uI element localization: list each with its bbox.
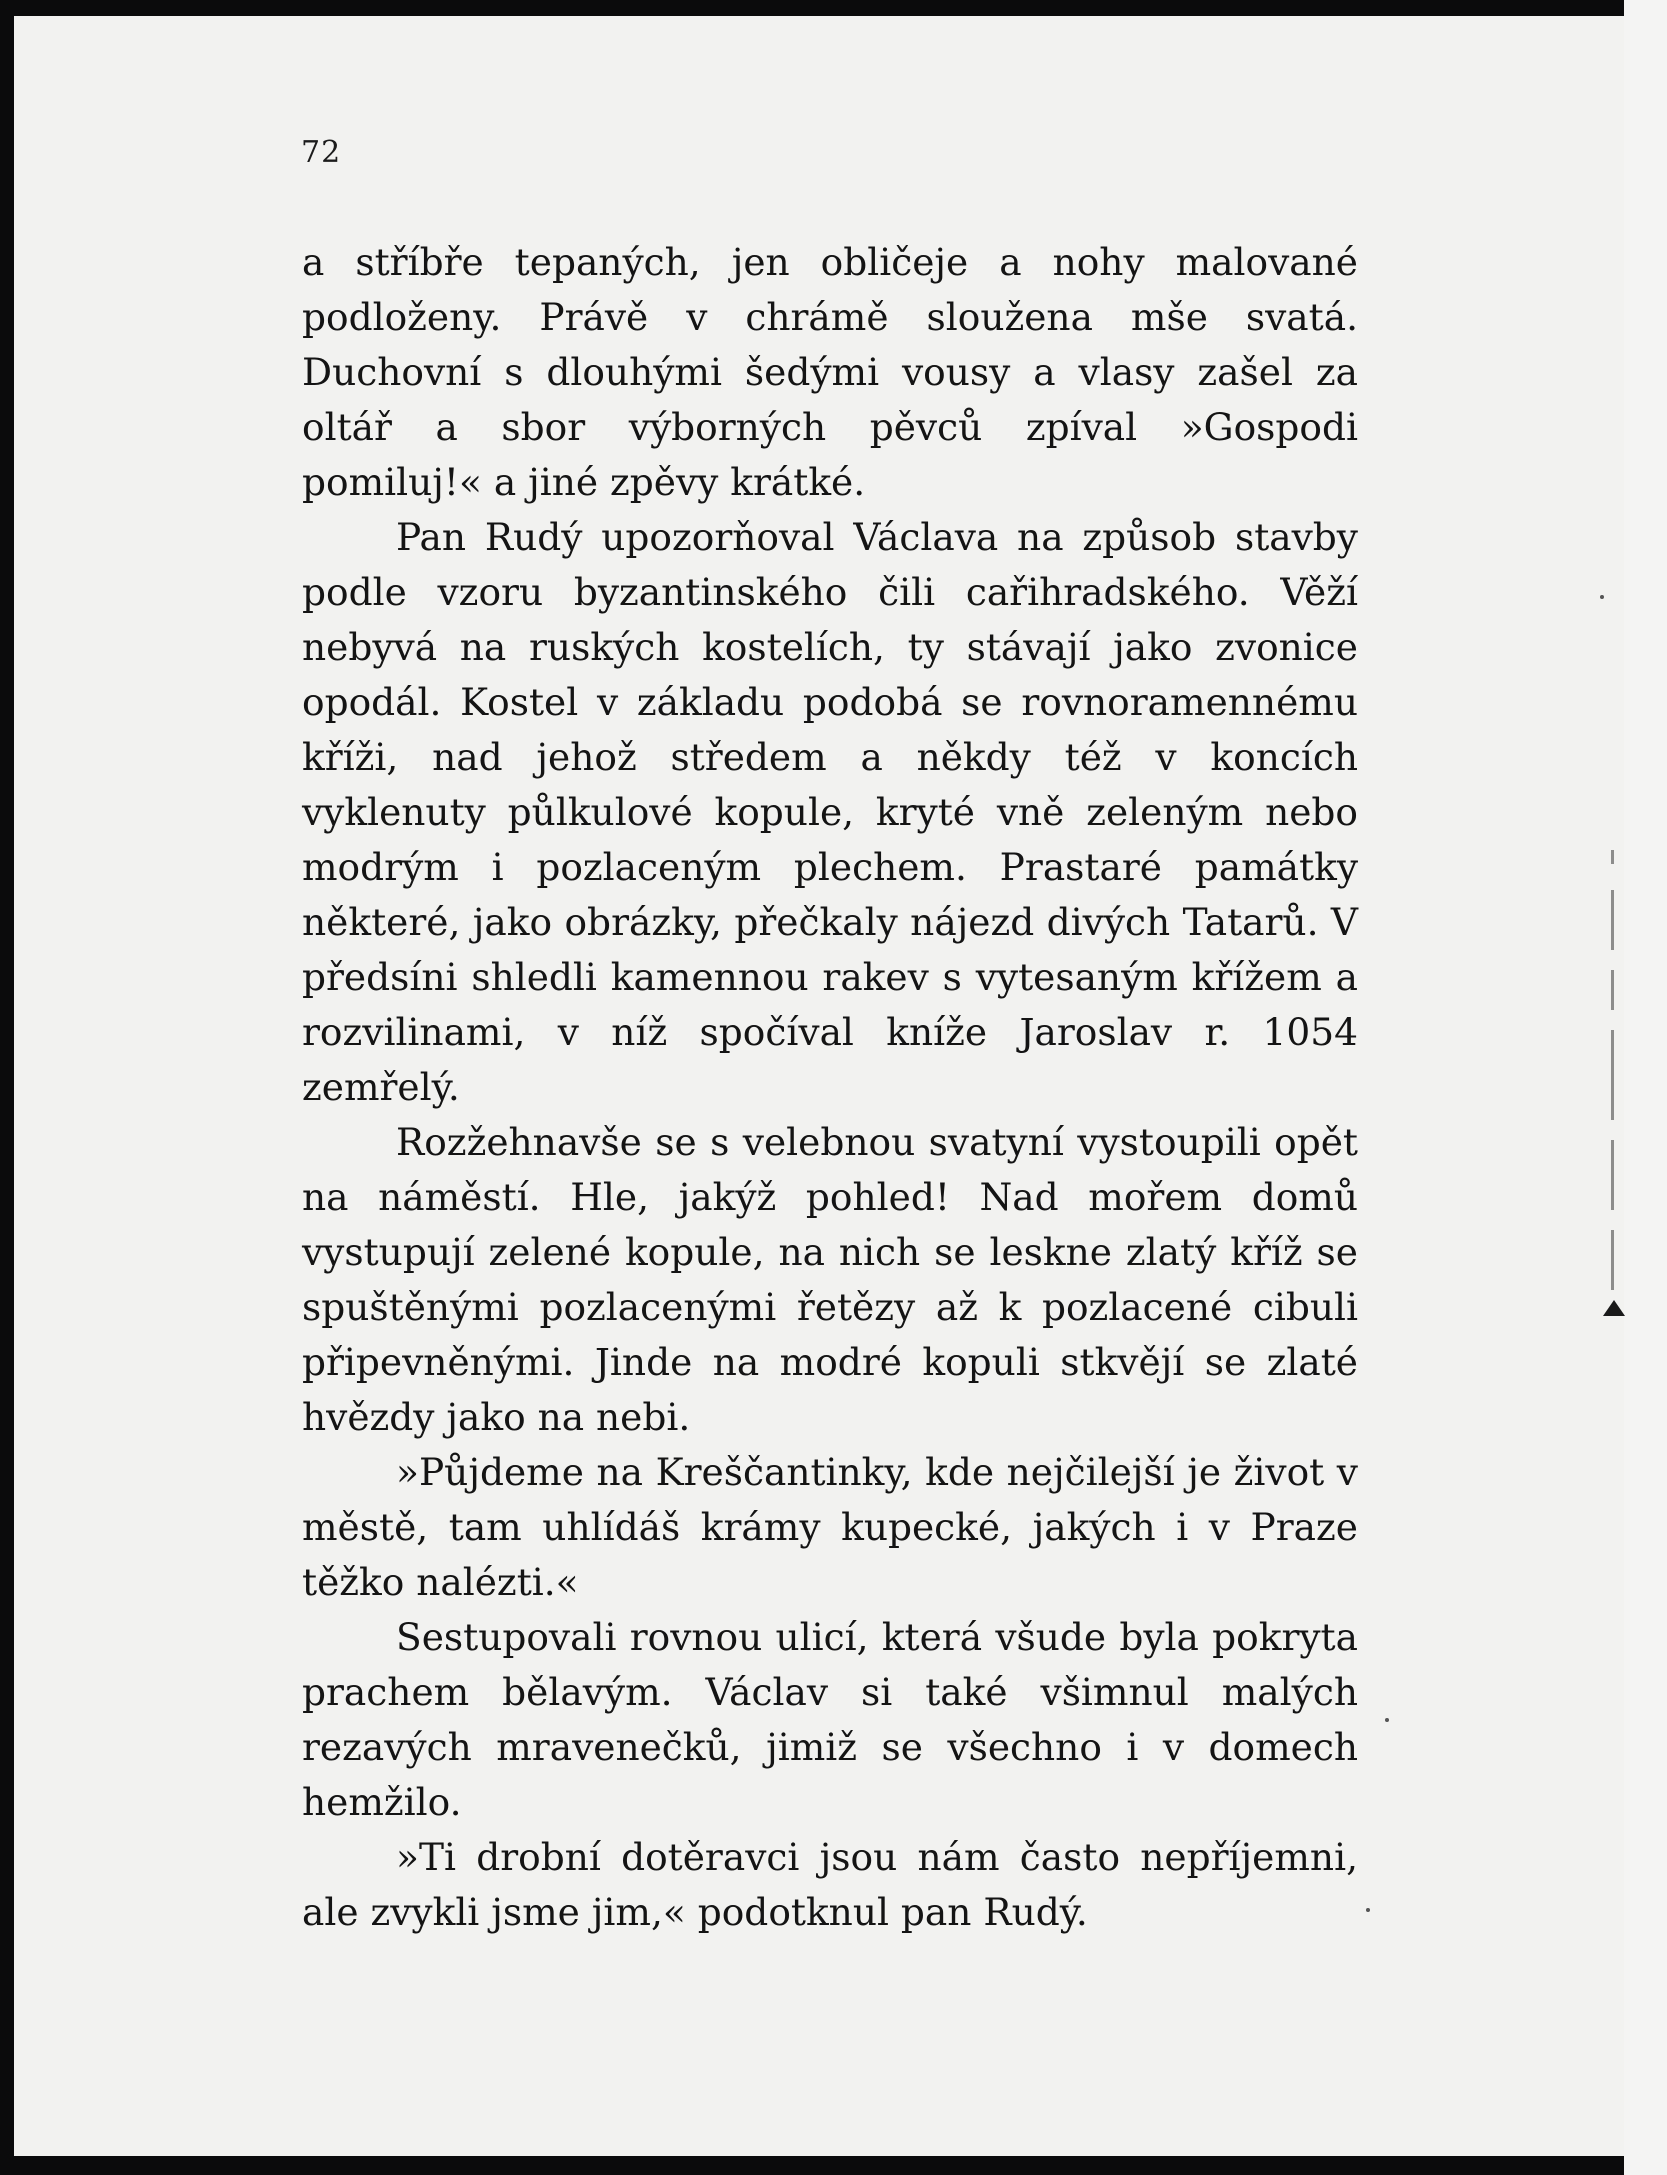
margin-arrow-icon bbox=[1603, 1300, 1625, 1316]
paragraph: »Ti drobní dotěravci jsou nám často nepříjemni, ale zvykli jsme jim,« podotknul pan Rudý. bbox=[302, 1835, 1358, 1934]
binding-marks bbox=[1603, 850, 1625, 1320]
speck bbox=[1366, 1908, 1370, 1912]
speck bbox=[1600, 595, 1604, 599]
paragraph: »Půjdeme na Kreščantinky, kde nejčilejší je život v městě, tam uhlídáš krámy kupecké, jakých i v Praze těžko nalézti.« bbox=[302, 1450, 1358, 1604]
speck bbox=[1385, 1718, 1389, 1722]
scan-top-edge bbox=[1310, 0, 1667, 14]
paragraph: a stříbře tepaných, jen obličeje a nohy malované podloženy. Právě v chrámě sloužena mše svatá. Duchovní s dlouhými šedými vousy a vlasy zašel za oltář a sbor výborných pěvců zpíval »Gospodi pomiluj!« a jiné zpěvy krátké. bbox=[302, 240, 1358, 504]
paragraph: Sestupovali rovnou ulicí, která všude byla pokryta prachem bělavým. Václav si také všimnul malých rezavých mravenečků, jimiž se všechno i v domech hemžilo. bbox=[302, 1615, 1358, 1824]
scan-right-margin bbox=[1624, 0, 1667, 2175]
body-text bbox=[302, 235, 1358, 1940]
page-number: 72 bbox=[301, 135, 342, 170]
paragraph: Pan Rudý upozorňoval Václava na způsob stavby podle vzoru byzantinského čili cařihradského. Věží nebyvá na ruských kostelích, ty stávají jako zvonice opodál. Kostel v základu podobá se rovnoramennému kříži, nad jehož středem a někdy též v koncích vyklenuty půlkulové kopule, kryté vně zeleným nebo modrým i pozlaceným plechem. Prastaré památky některé, jako obrázky, přečkaly nájezd divých Tatarů. V předsíni shledli kamennou rakev s vytesaným křížem a rozvilinami, v níž spočíval kníže Jaroslav r. 1054 zemřelý. bbox=[302, 515, 1358, 1109]
paragraph: Rozžehnavše se s velebnou svatyní vystoupili opět na náměstí. Hle, jakýž pohled! Nad mořem domů vystupují zelené kopule, na nich se leskne zlatý kříž se spuštěnými pozlacenými řetězy až k pozlacené cibuli připevněnými. Jinde na modré kopuli stkvějí se zlaté hvězdy jako na nebi. bbox=[302, 1120, 1358, 1439]
